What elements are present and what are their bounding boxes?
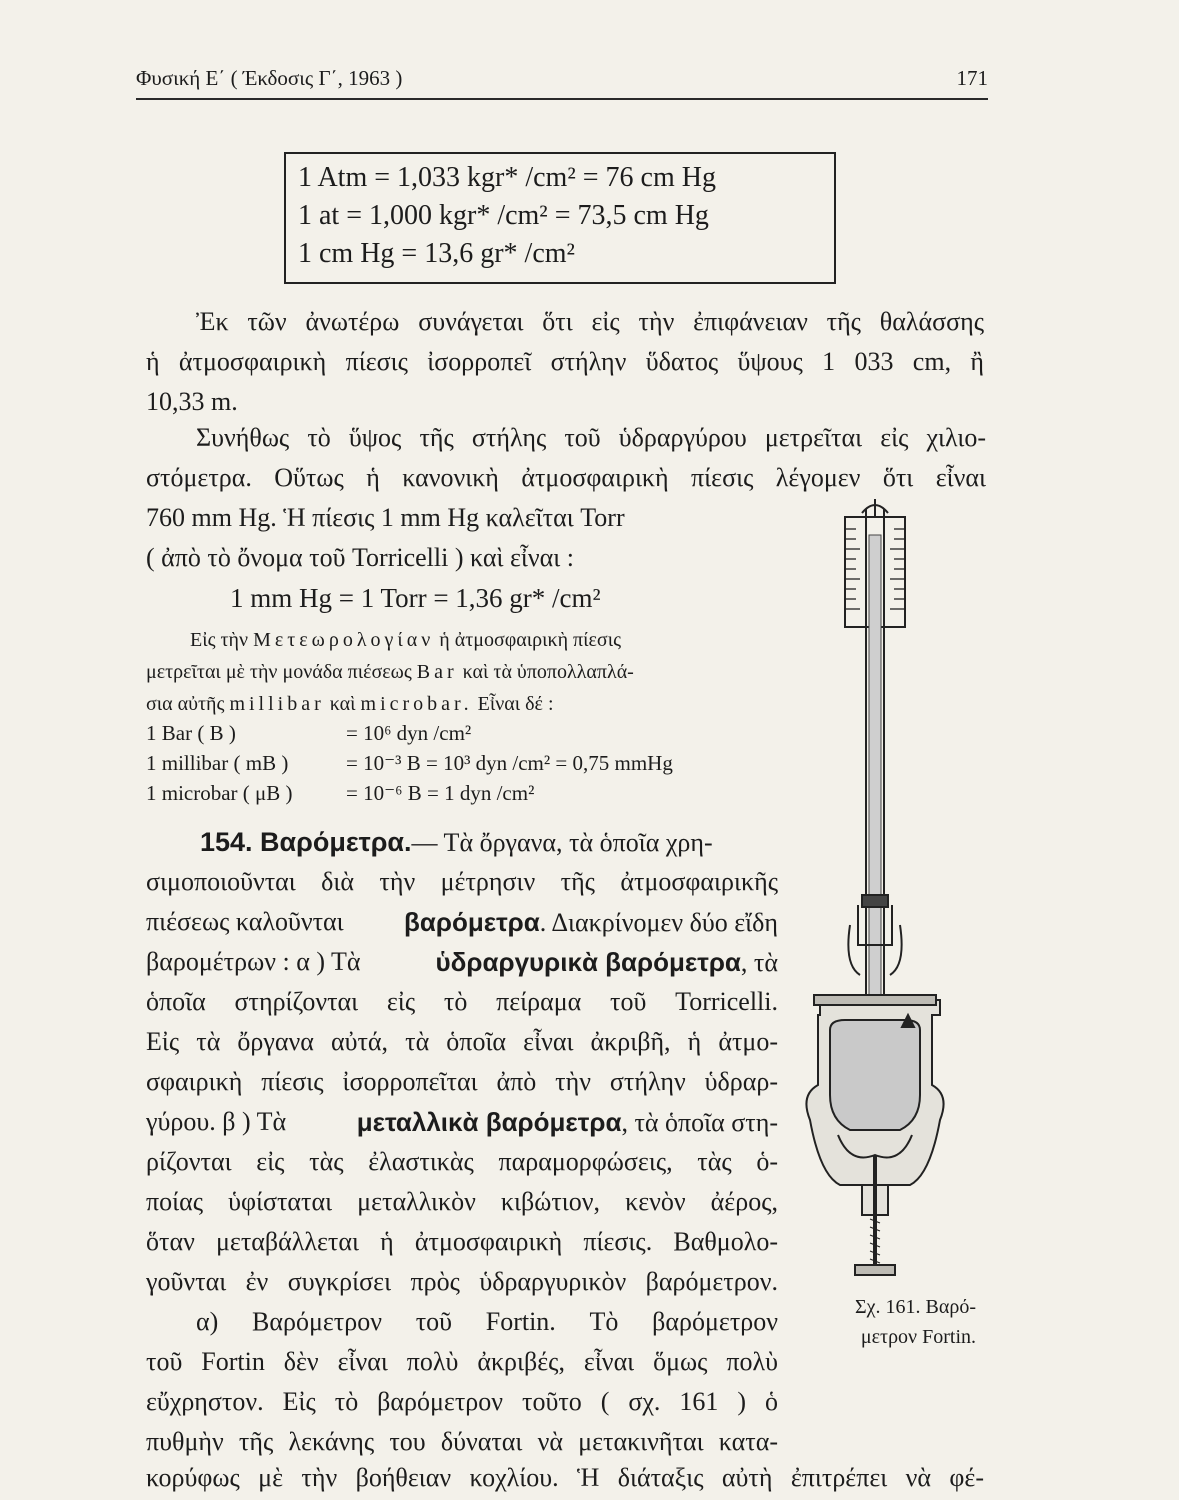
bold-term-mercury-barometers: ὑδραργυρικὰ βαρόμετρα (435, 947, 741, 977)
box-line-at: 1 at = 1,000 kgr* /cm² = 73,5 cm Hg (298, 200, 709, 231)
section-line-8: ρίζονται εἰς τὰς ἐλαστικὰς παραμορφώσεις, τὰς ὁ- (146, 1147, 778, 1176)
meteo-line3-spaced2: microbar. (360, 693, 473, 715)
section-line-0: — Τὰ ὄργανα, τὰ ὁποῖα χρη- (411, 828, 713, 857)
section-line-3-a: βαρομέτρων : α ) Τὰ (146, 947, 361, 976)
meteo-line3 (146, 688, 554, 720)
meteo-line3-a: σια αὐτῆς (146, 693, 225, 715)
paragraph2-line4: ( ἀπὸ τὸ ὄνομα τοῦ Torricelli ) καὶ εἶναι : (146, 543, 575, 572)
meteo-line2-b: καὶ τὰ ὑποπολλαπλά- (462, 661, 634, 683)
section-line-7-c: , τὰ ὁποῖα στη- (621, 1108, 778, 1137)
section-line-2-a: πιέσεως καλοῦνται (146, 907, 344, 936)
section-line-13: τοῦ Fortin δὲν εἶναι πολὺ ἀκριβές, εἶναι ὅμως πολὺ (146, 1347, 778, 1376)
section-line-3-c: , τὰ (740, 948, 778, 977)
section-line-3-b (436, 942, 778, 983)
figure-caption (798, 1292, 976, 1352)
section-line-2 (146, 902, 778, 943)
screw-knob (855, 1265, 895, 1275)
section-line-16: κορύφως μὲ τὴν βοήθειαν κοχλίου. Ἡ διάταξις αὐτὴ ἐπιτρέπει νὰ φέ- (146, 1463, 984, 1492)
paragraph1-line2: ἡ ἀτμοσφαιρικὴ πίεσις ἰσορροπεῖ στήλην ὕδατος ὕψους 1 033 cm, ἢ (146, 347, 984, 376)
section-line-14: εὔχρηστον. Εἰς τὸ βαρόμετρον τοῦτο ( σχ. 161 ) ὁ (146, 1387, 778, 1416)
box-line-cmhg: 1 cm Hg = 13,6 gr* /cm² (298, 238, 575, 269)
meteo-line3-spaced1: millibar (229, 693, 325, 715)
section-title: 154. Βαρόμετρα. (200, 827, 412, 857)
paragraph1-line3: 10,33 m. (146, 387, 238, 416)
section-line-5: Εἰς τὰ ὄργανα αὐτά, τὰ ὁποῖα εἶναι ἀκριβῆ, ἡ ἀτμο- (146, 1027, 778, 1056)
meteo-line2 (146, 656, 634, 688)
box-line-atm: 1 Atm = 1,033 kgr* /cm² = 76 cm Hg (298, 162, 716, 193)
section-line-1: σιμοποιοῦνται διὰ τὴν μέτρησιν τῆς ἀτμοσφαιρικῆς (146, 867, 778, 896)
unit-conversion-box (284, 152, 836, 284)
unit-value: = 10⁻⁶ B = 1 dyn /cm² (346, 781, 535, 805)
fortin-barometer-illustration (800, 495, 960, 1295)
unit-name: 1 Bar ( B ) (146, 721, 236, 745)
section-line-11: γοῦνται ἐν συγκρίσει πρὸς ὑδραργυρικὸν βαρόμετρον. (146, 1267, 778, 1296)
page-number: 171 (956, 66, 988, 90)
paragraph2-line2: στόμετρα. Οὕτως ἡ κανονικὴ ἀτμοσφαιρικὴ πίεσις λέγομεν ὅτι εἶναι (146, 463, 986, 492)
paragraph1-line1: Ἐκ τῶν ἀνωτέρω συνάγεται ὅτι εἰς τὴν ἐπιφάνειαν τῆς θαλάσσης (196, 307, 984, 336)
section-line-9: ποίας ὑφίσταται μεταλλικὸν κιβώτιον, κενὸν ἀέρος, (146, 1187, 778, 1216)
bold-term-barometers: βαρόμετρα (404, 907, 540, 937)
section-line-15: πυθμὴν τῆς λεκάνης του δύναται νὰ μετακινῆται κατα- (146, 1427, 778, 1456)
unit-name: 1 millibar ( mB ) (146, 751, 289, 775)
meteo-line1 (190, 624, 621, 656)
paragraph2-line1: Συνήθως τὸ ὕψος τῆς στήλης τοῦ ὑδραργύρου μετρεῖται εἰς χιλιο- (196, 423, 986, 452)
unit-value: = 10⁻³ B = 10³ dyn /cm² = 0,75 mmHg (346, 751, 673, 775)
caption-line2: μετρον Fortin. (860, 1326, 976, 1348)
meteo-line3-b: Εἶναι δέ : (477, 693, 554, 715)
section-line-3 (146, 942, 778, 983)
running-header (136, 66, 988, 100)
torr-formula: 1 mm Hg = 1 Torr = 1,36 gr* /cm² (230, 583, 601, 613)
section-line-10: ὅταν μεταβάλλεται ἡ ἀτμοσφαιρικὴ πίεσις. Βαθμολο- (146, 1227, 778, 1256)
unit-value: = 10⁶ dyn /cm² (346, 721, 472, 745)
section-line-7 (146, 1102, 778, 1143)
meteo-line2-a: μετρεῖται μὲ τὴν μονάδα πιέσεως (146, 661, 412, 683)
unit-name: 1 microbar ( μB ) (146, 781, 293, 805)
section-first-line (200, 822, 778, 863)
paragraph2-line3: 760 mm Hg. Ἡ πίεσις 1 mm Hg καλεῖται Torr (146, 503, 625, 532)
mercury-reservoir (830, 1020, 920, 1130)
section-line-7-b (357, 1102, 778, 1143)
meteo-line2-spaced: Bar (416, 661, 458, 683)
meteo-line1-a: Εἰς τὴν (190, 629, 249, 651)
meteo-line1-b: ἡ ἀτμοσφαιρικὴ πίεσις (439, 629, 622, 651)
section-line-7-a: γύρου. β ) Τὰ (146, 1107, 287, 1136)
section-line-2-b (404, 902, 778, 943)
section-line-12: α) Βαρόμετρον τοῦ Fortin. Τὸ βαρόμετρον (196, 1307, 778, 1336)
meteo-line3-mid: καὶ (329, 693, 356, 715)
header-title: Φυσική Ε΄ ( Έκδοσις Γ΄, 1963 ) (136, 66, 403, 90)
section-line-2-c: . Διακρίνομεν δύο εἴδη (539, 908, 778, 937)
caption-line1: Σχ. 161. Βαρό- (855, 1296, 976, 1318)
meteo-line1-spaced: Μετεωρολογίαν (253, 629, 435, 651)
cistern-top-plate (814, 995, 936, 1005)
section-line-6: σφαιρικὴ πίεσις ἰσορροπεῖται ἀπὸ τὴν στήλην ὑδραρ- (146, 1067, 778, 1096)
bold-term-metal-barometers: μεταλλικὰ βαρόμετρα (356, 1107, 622, 1137)
section-line-4: ὁποῖα στηρίζονται εἰς τὸ πείραμα τοῦ Torricelli. (146, 987, 778, 1016)
